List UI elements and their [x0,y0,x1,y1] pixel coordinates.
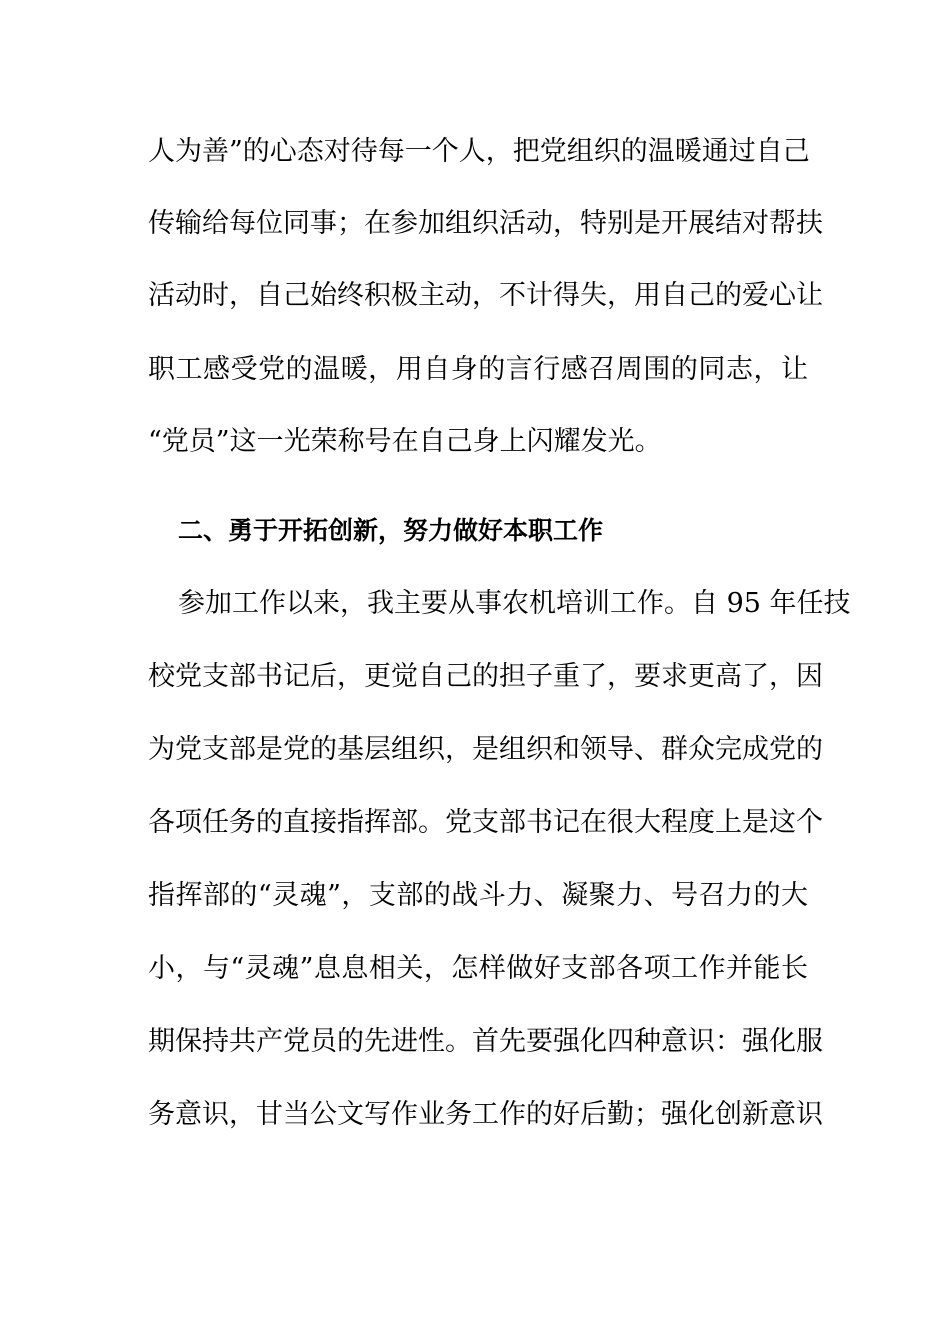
paragraph-line: 指挥部的“灵魂”，支部的战斗力、凝聚力、号召力的大 [148,880,808,911]
section-heading: 二、勇于开拓创新，努力做好本职工作 [178,516,604,545]
paragraph-line: 参加工作以来，我主要从事农机培训工作。自 95 年任技 [178,588,851,619]
paragraph-line: “党员”这一光荣称号在自己身上闪耀发光。 [148,426,662,457]
paragraph-line: 各项任务的直接指挥部。党支部书记在很大程度上是这个 [148,807,823,838]
paragraph-line: 人为善”的心态对待每一个人，把党组织的温暖通过自己 [148,136,810,167]
paragraph-line: 务意识，甘当公文写作业务工作的好后勤；强化创新意识 [148,1099,823,1130]
paragraph-line: 活动时，自己始终积极主动，不计得失，用自己的爱心让 [148,280,823,311]
paragraph-line: 校党支部书记后，更觉自己的担子重了，要求更高了，因 [148,661,823,692]
paragraph-line: 小，与“灵魂”息息相关，怎样做好支部各项工作并能长 [148,953,808,984]
paragraph-line: 传输给每位同事；在参加组织活动，特别是开展结对帮扶 [148,208,823,239]
paragraph-line: 职工感受党的温暖，用自身的言行感召周围的同志，让 [148,354,808,385]
paragraph-line: 期保持共产党员的先进性。首先要强化四种意识：强化服 [148,1026,823,1057]
paragraph-line: 为党支部是党的基层组织，是组织和领导、群众完成党的 [148,734,823,765]
